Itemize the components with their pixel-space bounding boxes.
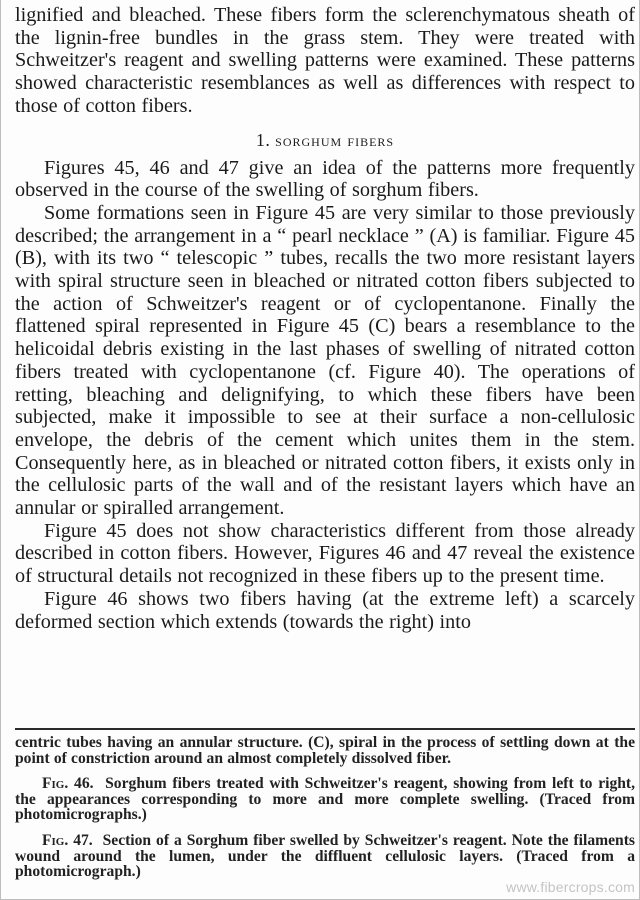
caption-continuation: centric tubes having an annular structure. (C), spiral in the process of settling down at the point of constriction around an almost completely dissolved fiber.	[15, 734, 635, 767]
figure-caption-text: Section of a Sorghum fiber swelled by Schweitzer's reagent. Note the filaments wound around the lumen, under the diffluent cellulosic layers. (Traced from a photomicrograph.)	[15, 831, 635, 881]
footnotes	[15, 735, 635, 880]
watermark: www.fibercrops.com	[506, 879, 635, 895]
figure-caption-47	[15, 833, 635, 880]
opening-paragraph: lignified and bleached. These fibers form the sclerenchymatous sheath of the lignin-free bundles in the grass stem. They were treated with Schweitzer's reagent and swelling patterns were examined. These patterns showed characteristic resemblances as well as differences with respect to those of cotton fibers.	[15, 4, 635, 117]
figure-caption-46	[15, 776, 635, 823]
figure-label: Fig. 46.	[42, 775, 94, 793]
figure-label: Fig. 47.	[42, 831, 93, 849]
paragraph: Figures 45, 46 and 47 give an idea of the patterns more frequently observed in the course of the swelling of sorghum fibers.	[15, 156, 635, 202]
section-title: sorghum fibers	[275, 130, 395, 150]
section-number: 1.	[255, 129, 271, 150]
body-text	[15, 4, 635, 633]
figure-caption-text: Sorghum fibers treated with Schweitzer's reagent, showing from left to right, the appearances corresponding to more and more complete swelling. (Traced from photomicrographs.)	[15, 775, 636, 824]
paragraph: Some formations seen in Figure 45 are very similar to those previously described; the arrangement in a “ pearl necklace ” (A) is familiar. Figure 45 (B), with its two “ telescopic ” tubes, recalls the two more resistant layers with spiral structure seen in bleached or nitrated cotton fibers subjected to the action of Schweitzer's reagent or of cyclopentanone. Finally the flattened spiral represented in Figure 45 (C) bears a resemblance to the helicoidal debris existing in the last phases of swelling of nitrated cotton fibers treated with cyclopentanone (cf. Figure 40). The operations of retting, bleaching and delignifying, to which these fibers have been subjected, make it impossible to see at their surface a non-cellulosic envelope, the debris of the cement which unites them in the stem. Consequently here, as in bleached or nitrated cotton fibers, it exists only in the cellulosic parts of the wall and of the resistant layers which have an annular or spiralled arrangement.	[15, 201, 635, 520]
footnote-divider	[15, 728, 635, 730]
section-heading	[15, 128, 635, 153]
paragraph: Figure 46 shows two fibers having (at the extreme left) a scarcely deformed section which extends (towards the right) into	[15, 587, 635, 633]
paragraph: Figure 45 does not show characteristics different from those already described in cotton fibers. However, Figures 46 and 47 reveal the existence of structural details not recognized in these fibers up to the present time.	[15, 519, 635, 588]
